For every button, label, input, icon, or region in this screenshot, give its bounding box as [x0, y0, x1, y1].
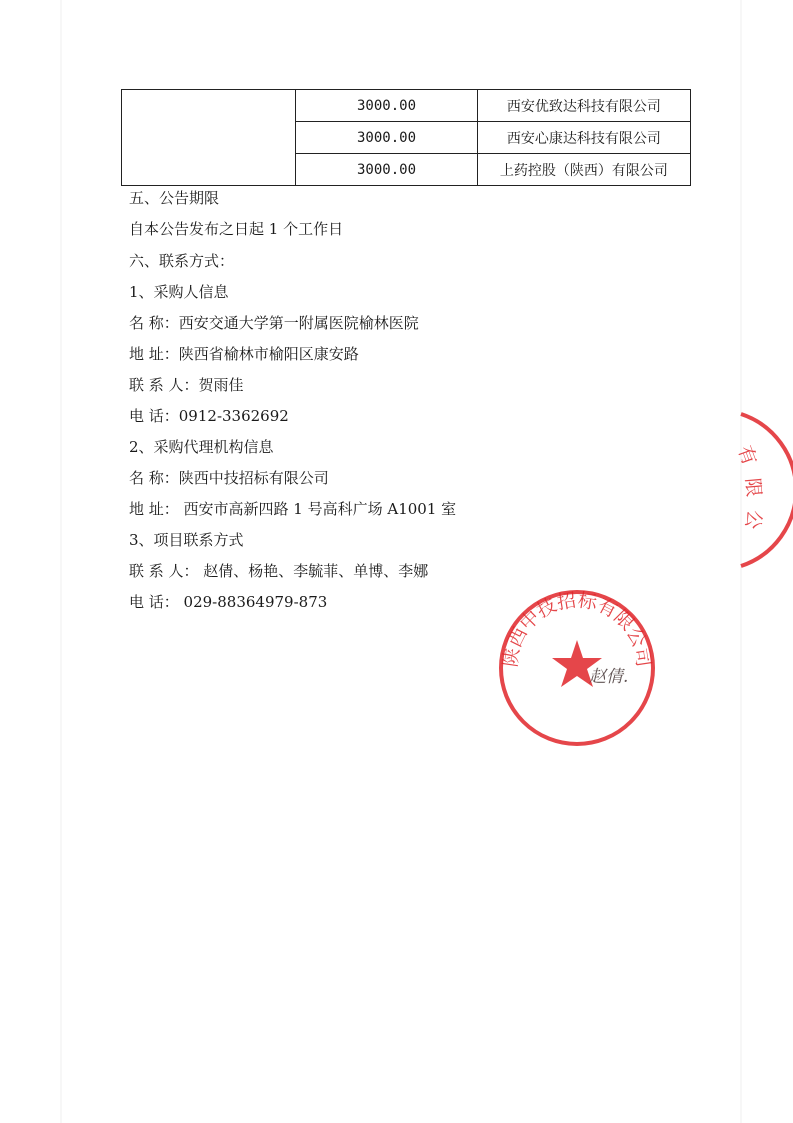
project-phone: 电 话： 029-88364979-873	[129, 593, 328, 611]
table-cell-company: 西安优致达科技有限公司	[477, 90, 690, 122]
signature: 赵倩.	[589, 667, 629, 687]
svg-text:限: 限	[741, 477, 765, 498]
partial-seal	[725, 410, 793, 570]
buyer-phone: 电 话：0912-3362692	[129, 407, 289, 425]
table-cell-amount: 3000.00	[296, 122, 477, 154]
svg-text:公: 公	[740, 508, 766, 531]
table-row	[122, 90, 691, 122]
company-seal	[497, 588, 657, 748]
section-title-period: 五、公告期限	[129, 189, 220, 207]
section-title-contact: 六、联系方式：	[129, 252, 235, 270]
svg-text:有: 有	[733, 442, 761, 469]
table-cell-company: 西安心康达科技有限公司	[477, 122, 690, 154]
project-contact: 联 系 人： 赵倩、杨艳、李毓菲、单博、李娜	[129, 562, 429, 580]
svg-text:陕西中技招标有限公司: 陕西中技招标有限公司	[499, 589, 655, 669]
agent-name: 名 称：陕西中技招标有限公司	[129, 469, 329, 487]
buyer-contact: 联 系 人：贺雨佳	[129, 376, 244, 394]
agent-title: 2、采购代理机构信息	[129, 438, 274, 456]
period-text: 自本公告发布之日起 1 个工作日	[129, 220, 344, 238]
table-cell-amount: 3000.00	[296, 90, 477, 122]
agent-address: 地 址： 西安市高新四路 1 号高科广场 A1001 室	[129, 500, 457, 518]
buyer-name: 名 称：西安交通大学第一附属医院榆林医院	[129, 314, 419, 332]
bid-table	[121, 89, 691, 186]
table-cell-company: 上药控股（陕西）有限公司	[477, 154, 690, 186]
buyer-title: 1、采购人信息	[129, 283, 229, 301]
buyer-address: 地 址：陕西省榆林市榆阳区康安路	[129, 345, 359, 363]
scan-artifact	[60, 0, 62, 1123]
project-title: 3、项目联系方式	[129, 531, 244, 549]
table-cell-amount: 3000.00	[296, 154, 477, 186]
table-cell-empty	[122, 90, 296, 186]
